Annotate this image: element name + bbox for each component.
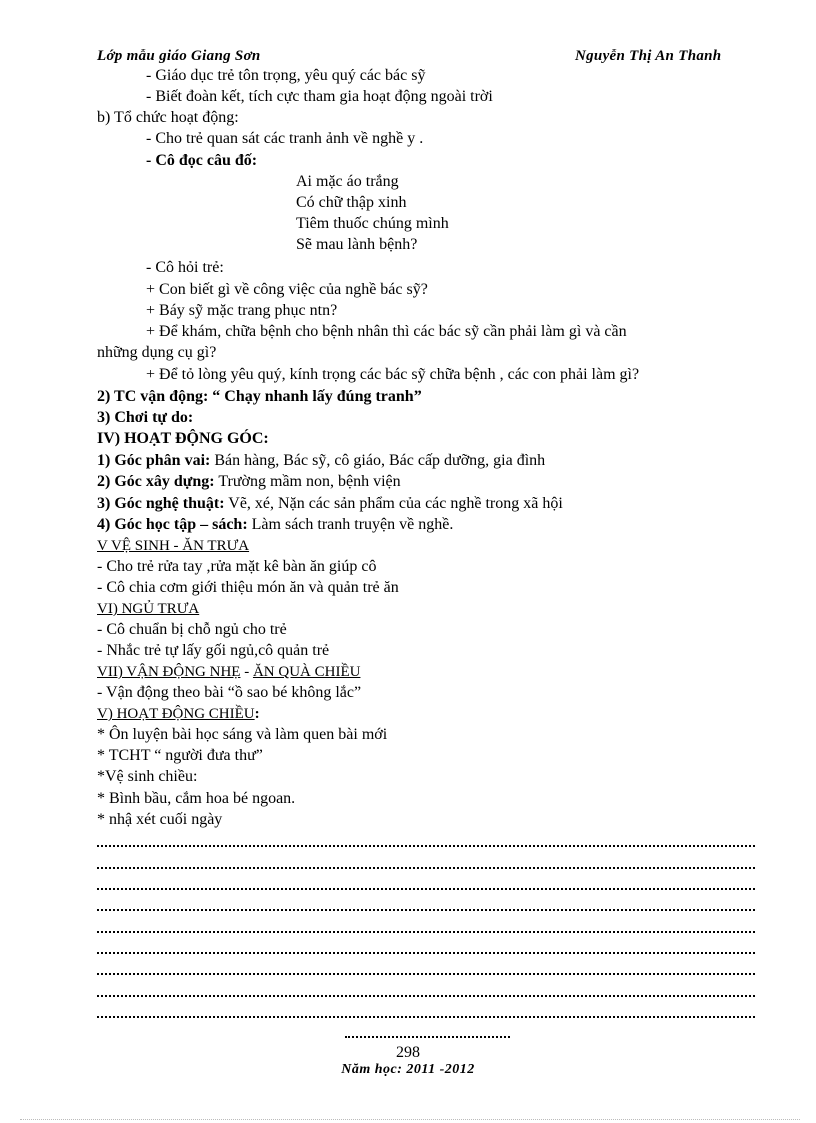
corner-label: 1) Góc phân vai:: [97, 452, 211, 469]
text-line: * Bình bầu, cắm hoa bé ngoan.: [97, 790, 296, 807]
text-line: - Cô đọc câu đố:: [146, 152, 258, 169]
header-teacher-name: Nguyễn Thị An Thanh: [575, 48, 722, 64]
question-line: + Để tỏ lòng yêu quý, kính trọng các bác sỹ chữa bệnh , các con phải làm gì?: [146, 366, 640, 383]
section-heading: 2) TC vận động: “ Chạy nhanh lấy đúng tranh”: [97, 388, 422, 405]
dotted-writing-line: [97, 929, 755, 933]
question-line: + Con biết gì về công việc của nghề bác sỹ?: [146, 281, 428, 298]
heading-colon: :: [254, 706, 260, 722]
dotted-writing-line-short: [345, 1034, 510, 1038]
riddle-line: Sẽ mau lành bệnh?: [296, 236, 418, 253]
text-line: - Biết đoàn kết, tích cực tham gia hoạt động ngoài trời: [146, 88, 493, 105]
question-line: + Để khám, chữa bệnh cho bệnh nhân thì các bác sỹ cần phải làm gì và cần: [146, 323, 627, 340]
dotted-writing-line: [97, 971, 755, 975]
page-number: 298: [396, 1044, 420, 1061]
subsection-heading: b) Tổ chức hoạt động:: [97, 109, 239, 126]
corner-item: [97, 472, 401, 492]
text-line: - Cô chuẩn bị chỗ ngủ cho trẻ: [97, 621, 287, 638]
corner-item: [97, 494, 563, 514]
text-line: * Ôn luyện bài học sáng và làm quen bài mới: [97, 726, 388, 743]
riddle-line: Ai mặc áo trắng: [296, 173, 399, 190]
text-line: - Cho trẻ quan sát các tranh ảnh về nghề y .: [146, 130, 424, 147]
dotted-writing-line: [97, 993, 755, 997]
corner-label: 2) Góc xây dựng:: [97, 473, 215, 490]
corner-label: 3) Góc nghệ thuật:: [97, 495, 225, 512]
question-line: những dụng cụ gì?: [97, 344, 217, 361]
corner-item: [97, 451, 545, 471]
text-line: - Nhắc trẻ tự lấy gối ngủ,cô quản trẻ: [97, 642, 330, 659]
section-heading: [97, 704, 260, 724]
header-class-name: Lớp mẫu giáo Giang Sơn: [97, 48, 261, 64]
text-line: - Cô hỏi trẻ:: [146, 259, 224, 276]
riddle-line: Tiêm thuốc chúng mình: [296, 215, 449, 232]
dotted-writing-line: [97, 907, 755, 911]
footer-school-year: Năm học: 2011 -2012: [341, 1062, 475, 1077]
section-heading: VI) NGỦ TRƯA: [97, 601, 200, 617]
dotted-writing-line: [97, 865, 755, 869]
text-line: *Vệ sinh chiều:: [97, 768, 198, 785]
section-heading: V VỆ SINH - ĂN TRƯA: [97, 538, 250, 554]
dotted-writing-line: [97, 1014, 755, 1018]
text-line: * nhậ xét cuối ngày: [97, 811, 223, 828]
heading-part: V) HOẠT ĐỘNG CHIỀU: [97, 706, 255, 722]
section-heading: 3) Chơi tự do:: [97, 409, 194, 426]
corner-text: Làm sách tranh truyện về nghề.: [247, 516, 454, 533]
corner-text: Bán hàng, Bác sỹ, cô giáo, Bác cấp dưỡng, gia đình: [210, 452, 546, 469]
heading-separator: -: [240, 664, 253, 680]
text-line: - Vận động theo bài “ồ sao bé không lắc”: [97, 684, 362, 701]
dotted-writing-line: [97, 843, 755, 847]
question-line: + Báy sỹ mặc trang phục ntn?: [146, 302, 338, 319]
text-line: - Cho trẻ rửa tay ,rửa mặt kê bàn ăn giúp cô: [97, 558, 377, 575]
heading-part: ĂN QUÀ CHIỀU: [252, 664, 361, 680]
dotted-writing-line: [97, 950, 755, 954]
heading-part: VII) VẬN ĐỘNG NHẸ: [97, 664, 241, 680]
riddle-line: Có chữ thập xinh: [296, 194, 407, 211]
text-line: - Giáo dục trẻ tôn trọng, yêu quý các bác sỹ: [146, 67, 426, 84]
section-heading: [97, 662, 360, 682]
dotted-writing-line: [97, 886, 755, 890]
corner-text: Trường mầm non, bệnh viện: [214, 473, 401, 490]
corner-label: 4) Góc học tập – sách:: [97, 516, 248, 533]
corner-text: Vẽ, xé, Nặn các sản phẩm của các nghề trong xã hội: [224, 495, 563, 512]
corner-item: [97, 515, 453, 535]
section-heading: IV) HOẠT ĐỘNG GÓC:: [97, 430, 269, 447]
page-edge-divider: [20, 1118, 800, 1120]
text-line: * TCHT “ người đưa thư”: [97, 747, 263, 764]
text-line: - Cô chia cơm giới thiệu món ăn và quản trẻ ăn: [97, 579, 399, 596]
